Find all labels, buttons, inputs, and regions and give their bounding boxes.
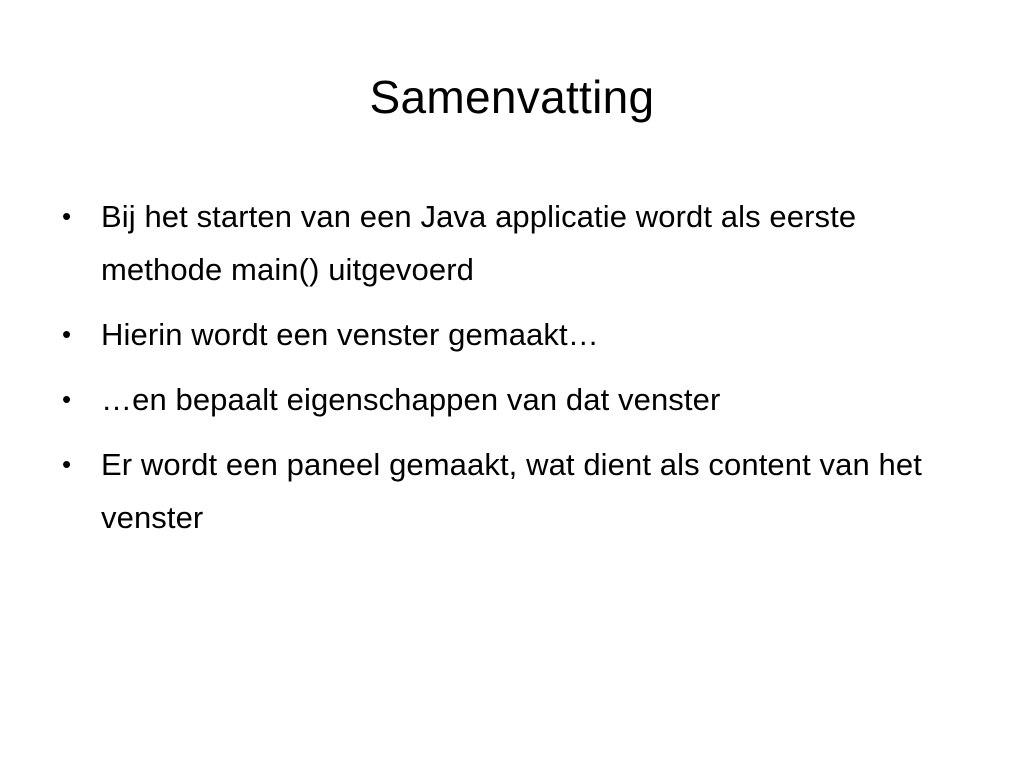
bullet-icon: • — [62, 319, 72, 349]
bullet-item — [62, 308, 942, 361]
bullet-text: Hierin wordt een venster gemaakt… — [101, 317, 599, 352]
bullet-item — [62, 190, 942, 296]
bullet-text: …en bepaalt eigenschappen van dat venster — [101, 382, 721, 417]
bullet-list — [62, 190, 942, 556]
bullet-item — [62, 373, 942, 426]
slide-title: Samenvatting — [369, 71, 655, 123]
bullet-item — [62, 438, 942, 544]
bullet-text: Er wordt een paneel gemaakt, wat dient als content van het venster — [101, 447, 922, 535]
bullet-icon: • — [62, 384, 72, 414]
bullet-icon: • — [62, 449, 72, 479]
bullet-text: Bij het starten van een Java applicatie wordt als eerste methode main() uitgevoerd — [101, 199, 857, 287]
bullet-icon: • — [62, 201, 72, 231]
